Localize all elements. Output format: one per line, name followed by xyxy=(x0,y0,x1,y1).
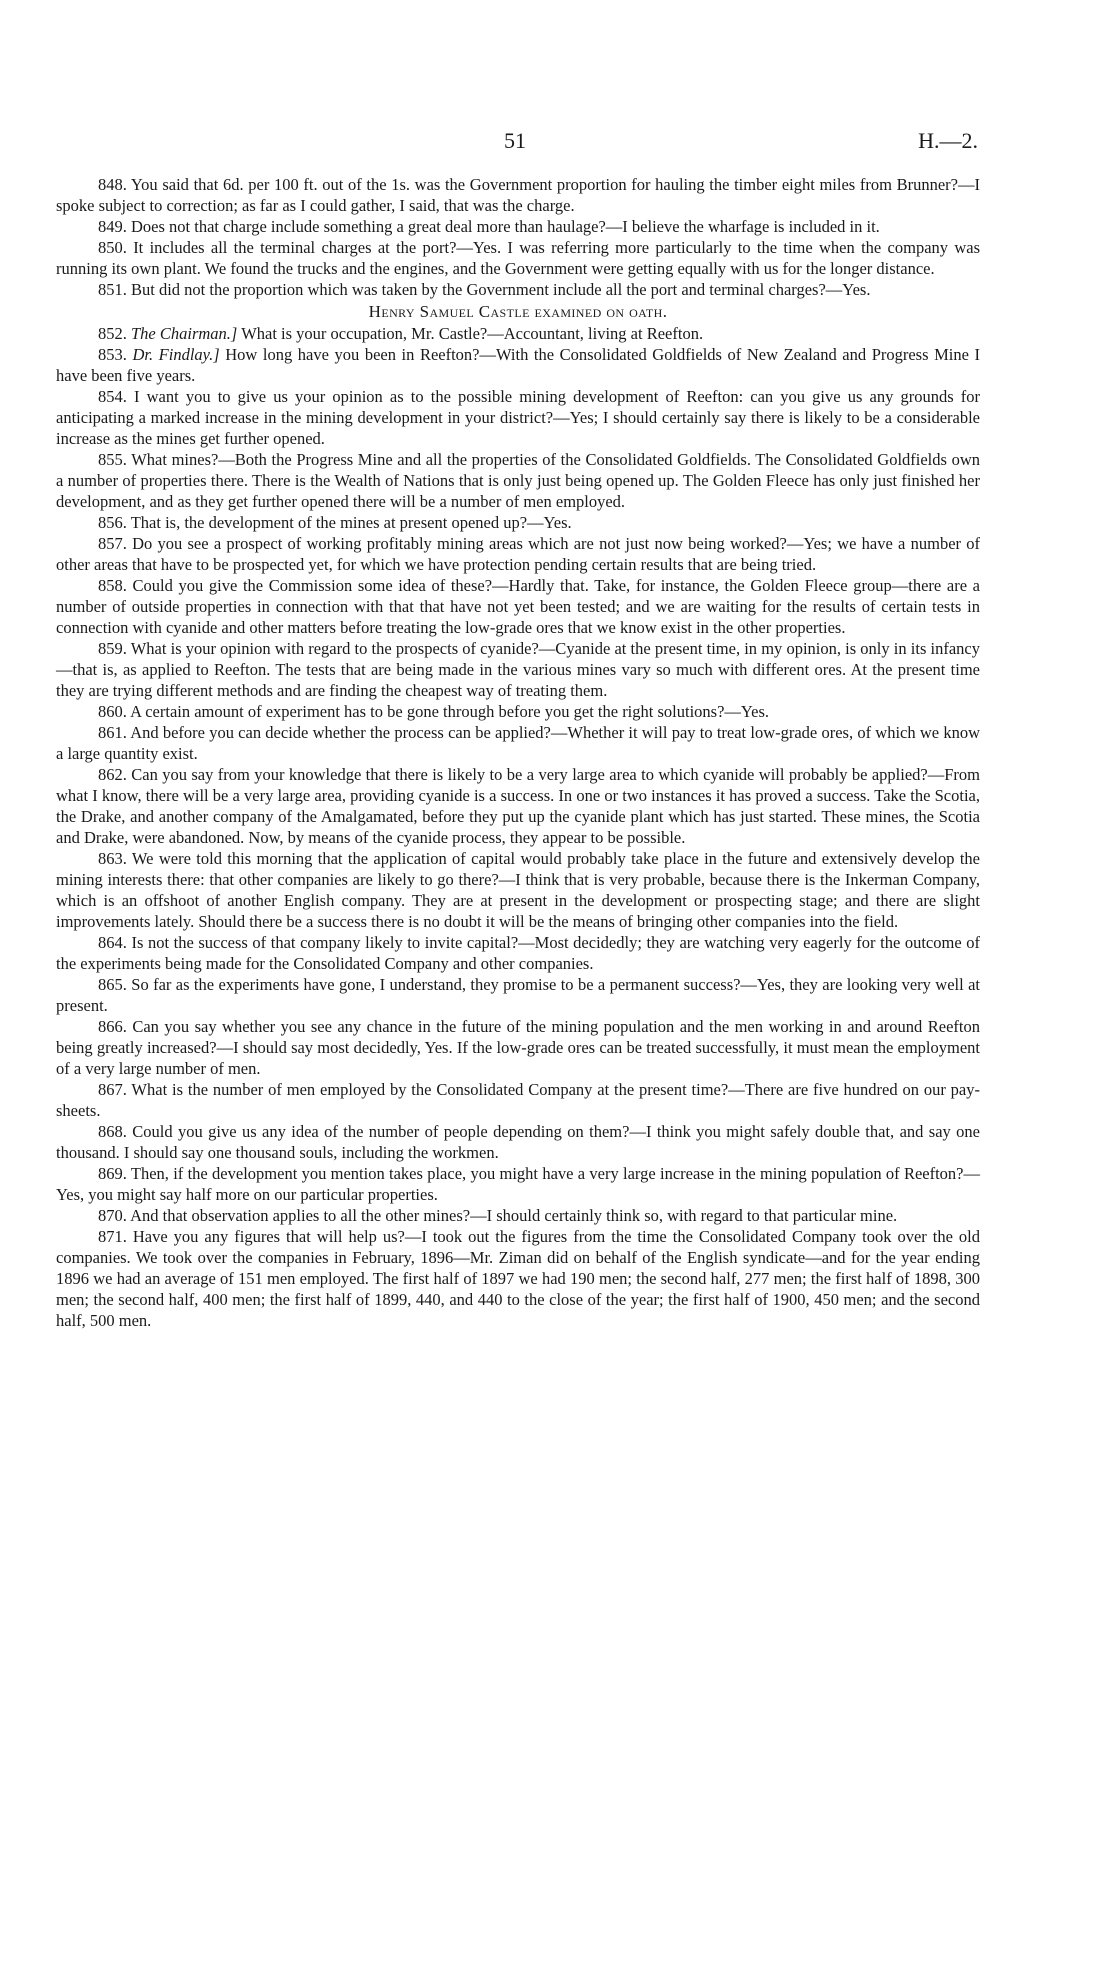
question-857: 857. Do you see a prospect of working profitably mining areas which are not just now being worked?—Yes; we have a number of other areas that have to be prospected yet, for which we have protection pending certain results that are being tried. xyxy=(56,534,980,574)
question-number: 852. xyxy=(98,324,127,343)
speaker-label: Dr. Findlay.] xyxy=(132,345,220,364)
question-854: 854. I want you to give us your opinion as to the possible mining development of Reefton: can you give us any grounds for anticipating a marked increase in the mining development in your district?—Yes; I should certainly say there is likely to be a considerable increase as the mines get further opened. xyxy=(56,387,980,448)
document-reference: H.—2. xyxy=(918,128,978,153)
question-869: 869. Then, if the development you mention takes place, you might have a very large increase in the mining population of Reefton?—Yes, you might say half more on our particular properties. xyxy=(56,1164,980,1204)
question-855: 855. What mines?—Both the Progress Mine and all the properties of the Consolidated Goldfields. The Consolidated Goldfields own a number of properties there. There is the Wealth of Nations that is only just being opened up. The Golden Fleece has only just finished her development, and as they get further opened there will be a number of men employed. xyxy=(56,450,980,511)
question-862: 862. Can you say from your knowledge that there is likely to be a very large area to which cyanide will probably be applied?—From what I know, there will be a very large area, providing cyanide is a success. In one or two instances it has proved a success. Take the Scotia, the Drake, and another company of the Amalgamated, before they put up the cyanide plant which has just started. These mines, the Scotia and Drake, were abandoned. Now, by means of the cyanide process, they appear to be possible. xyxy=(56,765,980,847)
document-body xyxy=(56,174,980,1331)
question-864: 864. Is not the success of that company likely to invite capital?—Most decidedly; they are watching very eagerly for the outcome of the experiments being made for the Consolidated Company and other companies. xyxy=(56,933,980,973)
question-868: 868. Could you give us any idea of the number of people depending on them?—I think you might safely double that, and say one thousand. I should say one thousand souls, including the workmen. xyxy=(56,1122,980,1162)
question-852 xyxy=(56,323,980,344)
page-number: 51 xyxy=(504,128,526,153)
question-856: 856. That is, the development of the mines at present opened up?—Yes. xyxy=(98,513,572,532)
page-header xyxy=(56,128,980,160)
question-863: 863. We were told this morning that the application of capital would probably take place in the future and extensively develop the mining interests there: that other companies are likely to go there?—I think that is very probable, because there is the Inkerman Company, which is an offshoot of another English company. They are at present in the development or prospecting stage; and there are slight improvements lately. Should there be a success there is no doubt it will be the means of bringing other companies into the field. xyxy=(56,849,980,931)
question-849: 849. Does not that charge include something a great deal more than haulage?—I believe the wharfage is included in it. xyxy=(98,217,880,236)
question-861: 861. And before you can decide whether the process can be applied?—Whether it will pay to treat low-grade ores, of which we know a large quantity exist. xyxy=(56,723,980,763)
witness-heading: Henry Samuel Castle examined on oath. xyxy=(368,302,668,321)
question-text: What is your occupation, Mr. Castle?—Accountant, living at Reefton. xyxy=(241,324,704,343)
question-853 xyxy=(56,344,980,386)
speaker-label: The Chairman.] xyxy=(131,324,238,343)
question-865: 865. So far as the experiments have gone, I understand, they promise to be a permanent success?—Yes, they are looking very well at present. xyxy=(56,975,980,1015)
question-870: 870. And that observation applies to all the other mines?—I should certainly think so, with regard to that particular mine. xyxy=(98,1206,898,1225)
question-858: 858. Could you give the Commission some idea of these?—Hardly that. Take, for instance, the Golden Fleece group—there are a number of outside properties in connection with that that have not yet been tested; and we are waiting for the results of certain tests in connection with cyanide and other matters before treating the low-grade ores that we know exist in the other properties. xyxy=(56,576,980,637)
question-860: 860. A certain amount of experiment has to be gone through before you get the right solutions?—Yes. xyxy=(98,702,770,721)
question-871: 871. Have you any figures that will help us?—I took out the figures from the time the Consolidated Company took over the old companies. We took over the companies in February, 1896—Mr. Ziman did on behalf of the English syndicate—and for the year ending 1896 we had an average of 151 men employed. The first half of 1897 we had 190 men; the second half, 277 men; the first half of 1898, 300 men; the second half, 400 men; the first half of 1899, 440, and 440 to the close of the year; the first half of 1900, 450 men; and the second half, 500 men. xyxy=(56,1227,980,1330)
document-page xyxy=(56,128,980,1331)
question-text: How long have you been in Reefton?—With the Consolidated Goldfields of New Zealand and Progress Mine I have been five years. xyxy=(56,345,980,385)
question-866: 866. Can you say whether you see any chance in the future of the mining population and the men working in and around Reefton being greatly increased?—I should say most decidedly, Yes. If the low-grade ores can be treated successfully, it must mean the employment of a very large number of men. xyxy=(56,1017,980,1078)
question-851: 851. But did not the proportion which was taken by the Government include all the port and terminal charges?—Yes. xyxy=(98,280,871,299)
question-867: 867. What is the number of men employed by the Consolidated Company at the present time?—There are five hundred on our pay-sheets. xyxy=(56,1080,980,1120)
question-859: 859. What is your opinion with regard to the prospects of cyanide?—Cyanide at the present time, in my opinion, is only in its infancy—that is, as applied to Reefton. The tests that are being made in the various mines vary so much with different ores. At the present time they are trying different methods and are finding the cheapest way of treating them. xyxy=(56,639,980,700)
question-number: 853. xyxy=(98,345,127,364)
question-848: 848. You said that 6d. per 100 ft. out of the 1s. was the Government proportion for hauling the timber eight miles from Brunner?—I spoke subject to correction; as far as I could gather, I said, that was the charge. xyxy=(56,175,980,215)
question-850: 850. It includes all the terminal charges at the port?—Yes. I was referring more particularly to the time when the company was running its own plant. We found the trucks and the engines, and the Government were getting equally with us for the longer distance. xyxy=(56,238,980,278)
